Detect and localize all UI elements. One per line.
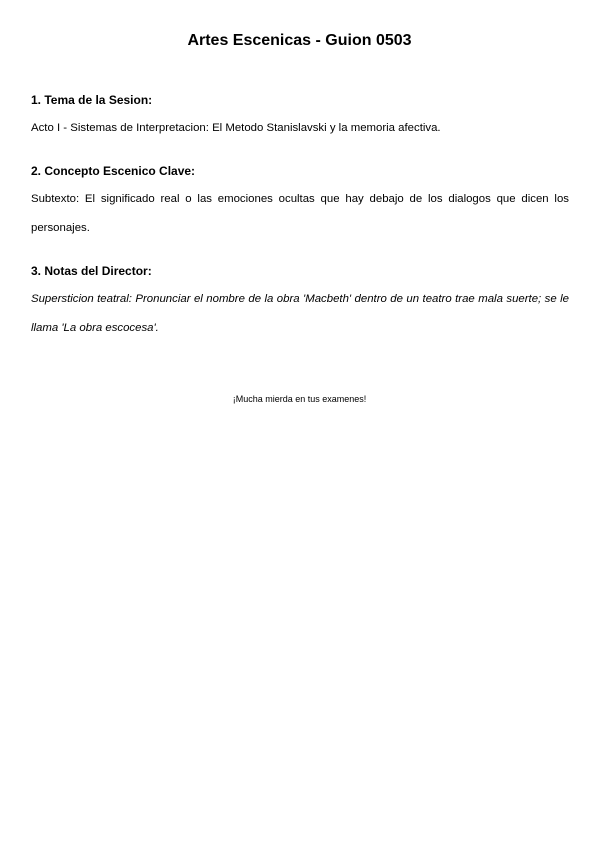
page-title: Artes Escenicas - Guion 0503 xyxy=(187,32,412,49)
section-body: Subtexto: El significado real o las emociones ocultas que hay debajo de los dialogos que dicen los personajes. xyxy=(31,193,569,234)
section-heading: 2. Concepto Escenico Clave: xyxy=(31,164,196,178)
section-notas xyxy=(31,263,569,343)
section-heading: 1. Tema de la Sesion: xyxy=(31,93,153,107)
section-body: Acto I - Sistemas de Interpretacion: El Metodo Stanislavski y la memoria afectiva. xyxy=(31,122,441,134)
section-concepto xyxy=(31,163,569,243)
footer-note: ¡Mucha mierda en tus examenes! xyxy=(232,394,367,404)
section-body: Supersticion teatral: Pronunciar el nombre de la obra 'Macbeth' dentro de un teatro trae mala suerte; se le llama 'La obra escocesa'. xyxy=(31,293,569,334)
section-tema xyxy=(31,92,569,143)
section-heading: 3. Notas del Director: xyxy=(31,264,152,278)
